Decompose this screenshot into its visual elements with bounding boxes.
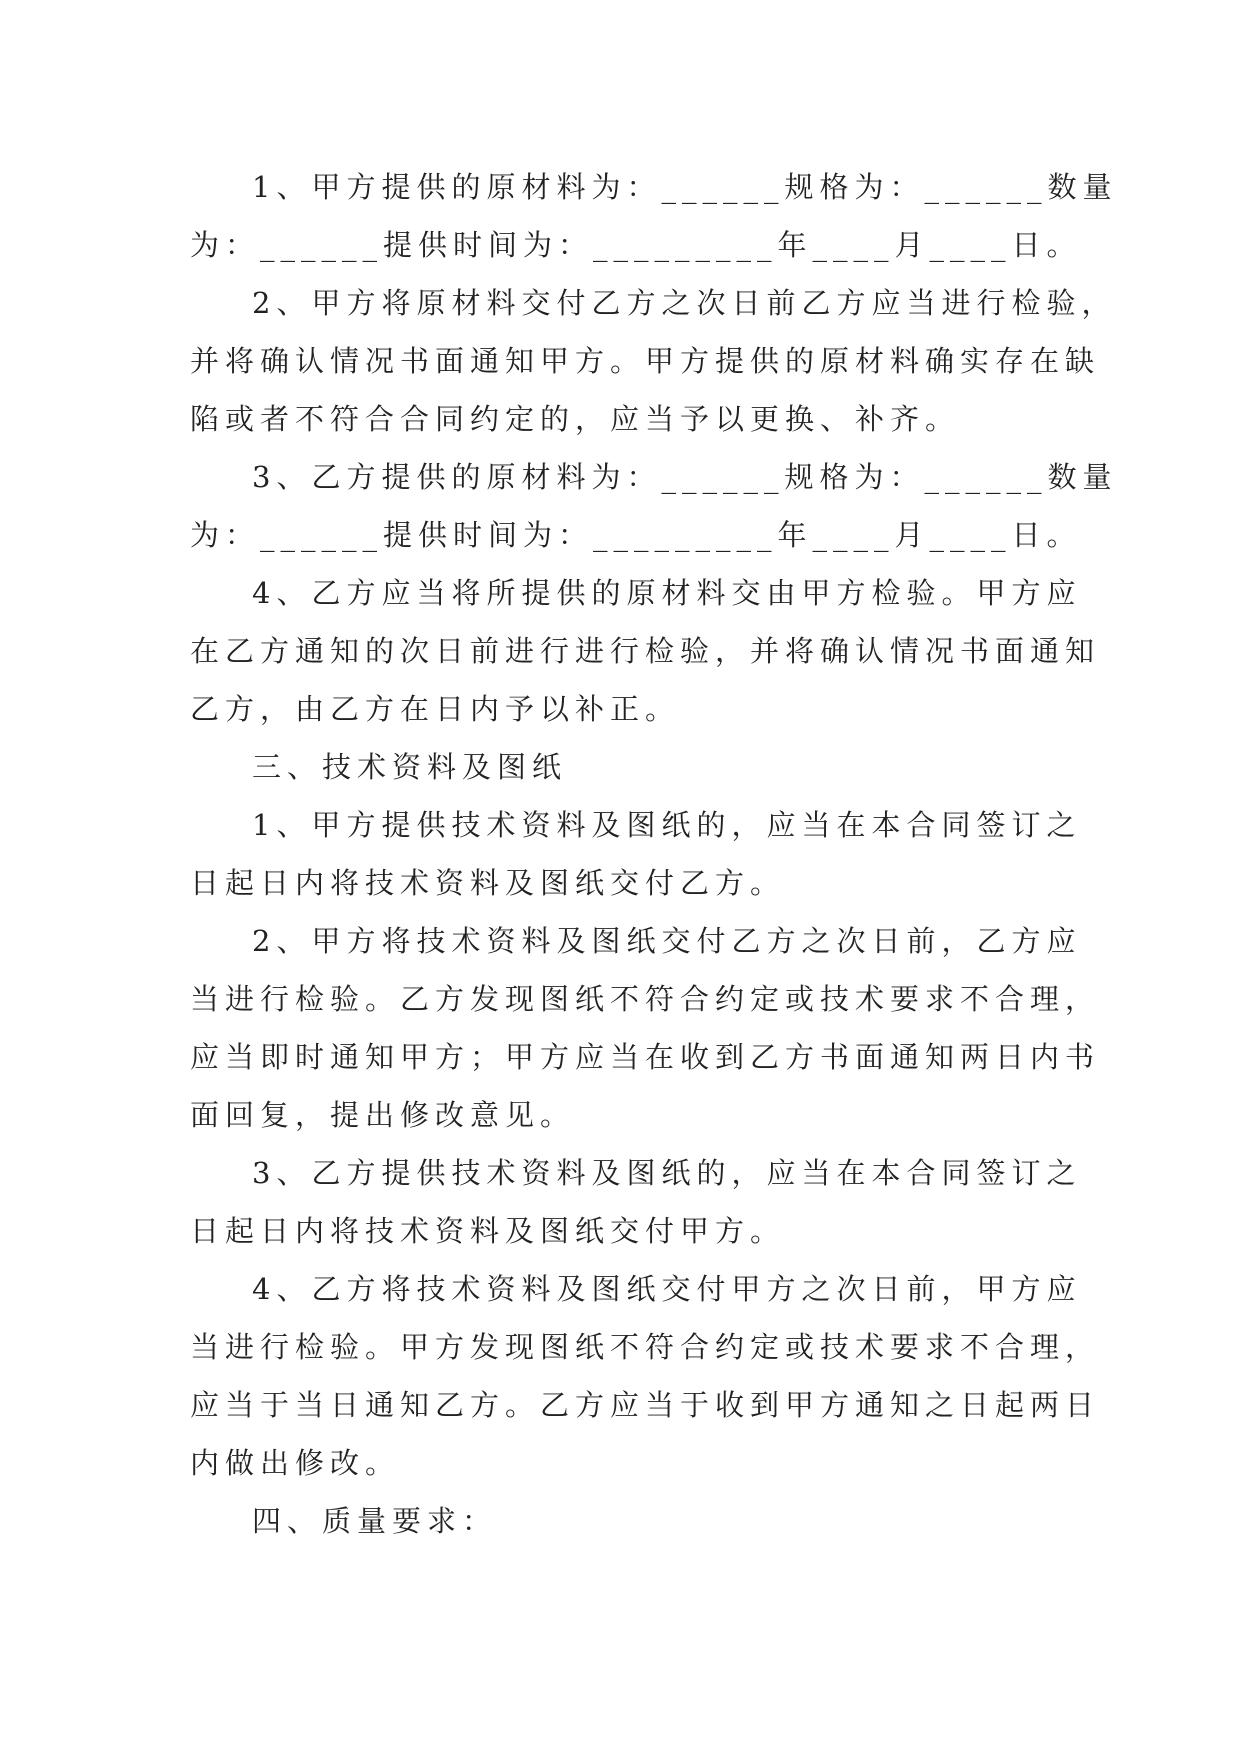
clause-1-line-2: 为：______提供时间为：_________年____月____日。 bbox=[190, 228, 1082, 262]
section-3-clause-2-line-3: 应当即时通知甲方；甲方应当在收到乙方书面通知两日内书 bbox=[190, 1040, 1101, 1074]
clause-3-line-1: 3、乙方提供的原材料为：______规格为：______数量 bbox=[252, 460, 1118, 494]
clause-2-line-3: 陷或者不符合合同约定的，应当予以更换、补齐。 bbox=[190, 402, 961, 436]
section-3-clause-3-line-1: 3、乙方提供技术资料及图纸的，应当在本合同签订之 bbox=[252, 1156, 1082, 1190]
section-3-clause-4-line-2: 当进行检验。甲方发现图纸不符合约定或技术要求不合理， bbox=[190, 1330, 1101, 1364]
section-3-clause-1-line-2: 日起日内将技术资料及图纸交付乙方。 bbox=[190, 866, 786, 900]
section-heading-technical-documents: 三、技术资料及图纸 bbox=[252, 750, 568, 784]
section-3-clause-4-line-4: 内做出修改。 bbox=[190, 1446, 401, 1480]
section-3-clause-2-line-1: 2、甲方将技术资料及图纸交付乙方之次日前，乙方应 bbox=[252, 924, 1082, 958]
document-body bbox=[190, 158, 1118, 1550]
clause-2-line-1: 2、甲方将原材料交付乙方之次日前乙方应当进行检验， bbox=[252, 286, 1117, 320]
section-3-clause-4-line-1: 4、乙方将技术资料及图纸交付甲方之次日前，甲方应 bbox=[252, 1272, 1082, 1306]
section-3-clause-3-line-2: 日起日内将技术资料及图纸交付甲方。 bbox=[190, 1214, 786, 1248]
clause-2-line-2: 并将确认情况书面通知甲方。甲方提供的原材料确实存在缺 bbox=[190, 344, 1101, 378]
clause-4-line-2: 在乙方通知的次日前进行进行检验，并将确认情况书面通知 bbox=[190, 634, 1101, 668]
section-3-clause-4-line-3: 应当于当日通知乙方。乙方应当于收到甲方通知之日起两日 bbox=[190, 1388, 1101, 1422]
section-3-clause-2-line-4: 面回复，提出修改意见。 bbox=[190, 1098, 576, 1132]
clause-3-line-2: 为：______提供时间为：_________年____月____日。 bbox=[190, 518, 1082, 552]
section-heading-quality-requirements: 四、质量要求： bbox=[252, 1504, 498, 1538]
section-3-clause-2-line-2: 当进行检验。乙方发现图纸不符合约定或技术要求不合理， bbox=[190, 982, 1101, 1016]
clause-4-line-3: 乙方，由乙方在日内予以补正。 bbox=[190, 692, 681, 726]
clause-4-line-1: 4、乙方应当将所提供的原材料交由甲方检验。甲方应 bbox=[252, 576, 1082, 610]
section-3-clause-1-line-1: 1、甲方提供技术资料及图纸的，应当在本合同签订之 bbox=[252, 808, 1082, 842]
clause-1-line-1: 1、甲方提供的原材料为：______规格为：______数量 bbox=[252, 170, 1118, 204]
